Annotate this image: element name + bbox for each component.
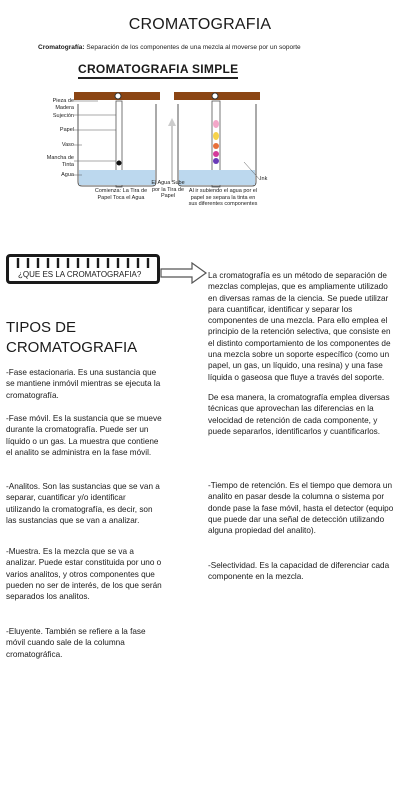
illustration-heading: CROMATOGRAFIA SIMPLE bbox=[78, 62, 239, 76]
label-sujecion: Sujeción bbox=[52, 113, 74, 119]
band-yellow bbox=[213, 132, 219, 140]
def-selectividad: -Selectividad. Es la capacidad de diferenciar cada componente en la mezcla. bbox=[208, 561, 390, 582]
label-papel: Papel bbox=[59, 127, 74, 133]
def-analitos: -Analitos. Son las sustancias que se van a separar, cuantificar y/o identificar utilizando la cromatografía, es decir, son las sustancias que se van a analizar. bbox=[6, 482, 160, 525]
page-title: CROMATOGRAFIA bbox=[128, 16, 272, 33]
def-fase-movil: -Fase móvil. Es la sustancia que se mueve durante la cromatografía. Puede ser un líquido o un gas. La muestra que contiene el analito se administra en la fase móvil. bbox=[6, 414, 162, 457]
band-orange bbox=[213, 143, 219, 149]
clip-right bbox=[212, 93, 218, 99]
label-agua: Agua bbox=[61, 172, 74, 178]
clip-left bbox=[115, 93, 121, 99]
def-fase-estacionaria: -Fase estacionaria. Es una sustancia que se mantiene inmóvil mientras se ejecuta la cromatografía. bbox=[6, 368, 161, 400]
intro-paragraph-1: La cromatografía es un método de separación de mezclas complejas, que es ampliamente utilizado en diversas ramas de la ciencia. Se puede utilizar para cuantificar, identificar y separar los componentes de una mezcla. Para ello emplea el principio de la retención selectiva, que consiste en el distinto comportamiento de los componentes de una mezcla sobre un soporte específico (como un papel, un gas, un líquido, una resina) y una fase líquida o gaseosa que fluye a través del soporte. bbox=[208, 271, 391, 382]
def-muestra: -Muestra. Es la mezcla que se va a analizar. Puede estar constituida por uno o varios analitos, y otros componentes que pueden no ser de interés, de los que serán separados los analitos. bbox=[6, 547, 162, 602]
illustration-caption: Cromatografía: Separación de los componentes de una mezcla al moverse por un soporte bbox=[38, 44, 301, 51]
water-right bbox=[179, 170, 255, 185]
label-mancha: Mancha de Tinta bbox=[46, 155, 74, 168]
band-magenta bbox=[213, 151, 219, 157]
banner-text: ¿QUE ES LA CROMATOGRAFIA? bbox=[18, 270, 142, 279]
tipos-heading: TIPOS DE CROMATOGRAFIA bbox=[6, 319, 138, 356]
band-pink bbox=[213, 120, 219, 128]
right-arrow-icon bbox=[160, 262, 208, 284]
intro-paragraph-2: De esa manera, la cromatografía emplea diversas técnicas que aprovechan las diferencias en la velocidad de retención de cada componente, y puede separarlos, identificarlos y cuantificarlos. bbox=[208, 393, 390, 436]
label-ink: Ink bbox=[260, 176, 268, 182]
label-al-ir: Al ir subiendo el agua por el papel se separa la tinta en sus diferentes componentes bbox=[188, 188, 258, 207]
ink-spot-left bbox=[117, 161, 122, 166]
chromatography-illustration bbox=[38, 44, 358, 222]
def-tiempo-retencion: -Tiempo de retención. Es el tiempo que demora un analito en pasar desde la columna o sistema por donde pase la fase móvil, hasta el detector (equipo que puede dar una señal de detección utilizando alguna propiedad del analito). bbox=[208, 481, 394, 536]
label-agua-sube: El Agua Sube por la Tira de Papel bbox=[151, 180, 185, 199]
def-eluyente: -Eluyente. También se refiere a la fase móvil cuando sale de la columna cromatográfica. bbox=[6, 627, 146, 659]
ruler-ticks bbox=[16, 258, 152, 268]
label-comienzo: Comienza: La Tira de Papel Toca el Agua bbox=[94, 188, 148, 201]
band-purple bbox=[213, 158, 219, 164]
label-vaso: Vaso bbox=[61, 142, 74, 148]
label-pieza: Pieza de Madera bbox=[52, 98, 74, 111]
water-left bbox=[79, 170, 155, 185]
